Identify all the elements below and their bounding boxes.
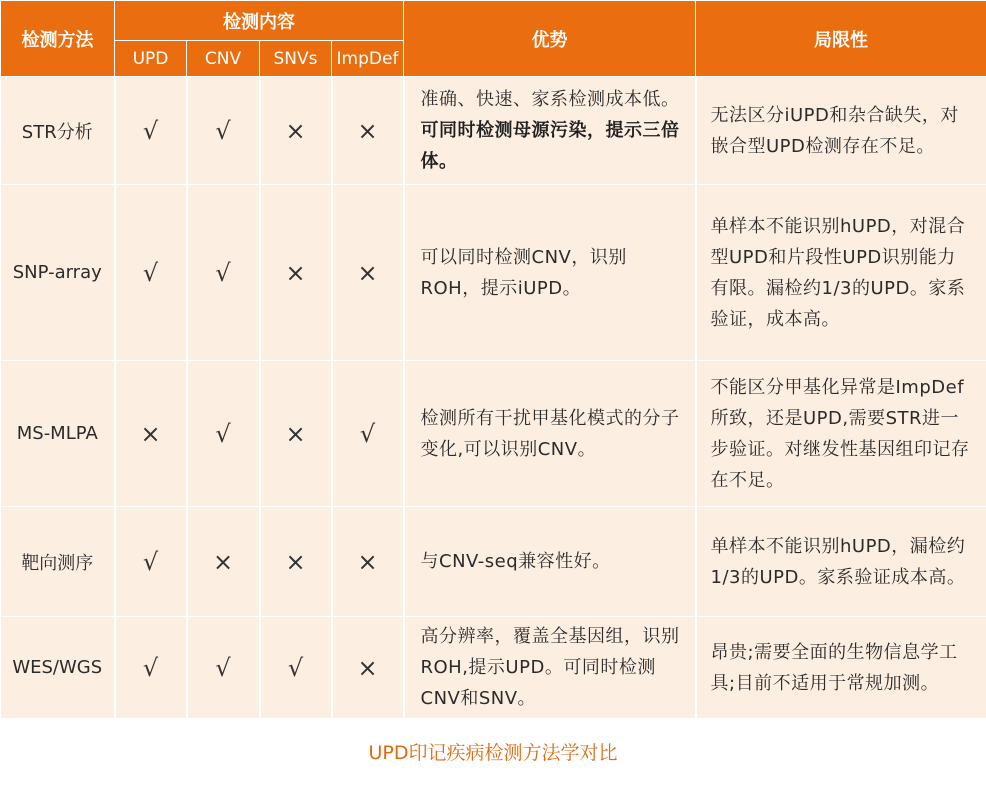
mark-impdef: × bbox=[332, 617, 404, 719]
header-method: 检测方法 bbox=[1, 1, 115, 77]
mark-upd: × bbox=[115, 361, 187, 507]
advantage-text: 准确、快速、家系检测成本低。 bbox=[420, 89, 680, 110]
mark-impdef: × bbox=[332, 77, 404, 185]
table-row bbox=[1, 77, 986, 185]
advantage-cell bbox=[404, 77, 696, 185]
subheader-cnv: CNV bbox=[187, 41, 260, 77]
limitation-cell: 单样本不能识别hUPD，漏检约1/3的UPD。家系验证成本高。 bbox=[696, 507, 986, 617]
mark-upd: √ bbox=[115, 617, 187, 719]
header-row bbox=[1, 1, 986, 41]
header-advantage: 优势 bbox=[404, 1, 696, 77]
mark-impdef: × bbox=[332, 507, 404, 617]
advantage-cell: 可以同时检测CNV，识别ROH，提示iUPD。 bbox=[404, 185, 696, 361]
mark-impdef: × bbox=[332, 185, 404, 361]
method-name: 靶向测序 bbox=[1, 507, 115, 617]
table-row bbox=[1, 507, 986, 617]
mark-snvs: × bbox=[260, 361, 332, 507]
limitation-cell: 单样本不能识别hUPD，对混合型UPD和片段性UPD识别能力有限。漏检约1/3的UPD。家系验证，成本高。 bbox=[696, 185, 986, 361]
table-caption: UPD印记疾病检测方法学对比 bbox=[368, 742, 618, 764]
limitation-cell: 昂贵;需要全面的生物信息学工具;目前不适用于常规加测。 bbox=[696, 617, 986, 719]
advantage-cell: 与CNV-seq兼容性好。 bbox=[404, 507, 696, 617]
mark-snvs: × bbox=[260, 185, 332, 361]
mark-upd: √ bbox=[115, 77, 187, 185]
mark-cnv: × bbox=[187, 507, 260, 617]
mark-snvs: × bbox=[260, 77, 332, 185]
mark-upd: √ bbox=[115, 185, 187, 361]
mark-cnv: √ bbox=[187, 77, 260, 185]
advantage-cell: 检测所有干扰甲基化模式的分子变化,可以识别CNV。 bbox=[404, 361, 696, 507]
method-name: MS-MLPA bbox=[1, 361, 115, 507]
subheader-upd: UPD bbox=[115, 41, 187, 77]
table-row bbox=[1, 361, 986, 507]
table-row bbox=[1, 185, 986, 361]
mark-upd: √ bbox=[115, 507, 187, 617]
header-limitation: 局限性 bbox=[696, 1, 986, 77]
subheader-impdef: ImpDef bbox=[332, 41, 404, 77]
table-row bbox=[1, 617, 986, 719]
mark-impdef: √ bbox=[332, 361, 404, 507]
method-name: STR分析 bbox=[1, 77, 115, 185]
subheader-snvs: SNVs bbox=[260, 41, 332, 77]
method-name: SNP-array bbox=[1, 185, 115, 361]
method-name: WES/WGS bbox=[1, 617, 115, 719]
mark-cnv: √ bbox=[187, 617, 260, 719]
mark-snvs: × bbox=[260, 507, 332, 617]
advantage-bold-text: 可同时检测母源污染，提示三倍体。 bbox=[420, 120, 680, 172]
mark-cnv: √ bbox=[187, 361, 260, 507]
advantage-cell: 高分辨率，覆盖全基因组，识别ROH,提示UPD。可同时检测CNV和SNV。 bbox=[404, 617, 696, 719]
limitation-cell: 无法区分iUPD和杂合缺失，对嵌合型UPD检测存在不足。 bbox=[696, 77, 986, 185]
mark-snvs: √ bbox=[260, 617, 332, 719]
header-content: 检测内容 bbox=[115, 1, 404, 41]
limitation-cell: 不能区分甲基化异常是ImpDef所致，还是UPD,需要STR进一步验证。对继发性基因组印记存在不足。 bbox=[696, 361, 986, 507]
mark-cnv: √ bbox=[187, 185, 260, 361]
